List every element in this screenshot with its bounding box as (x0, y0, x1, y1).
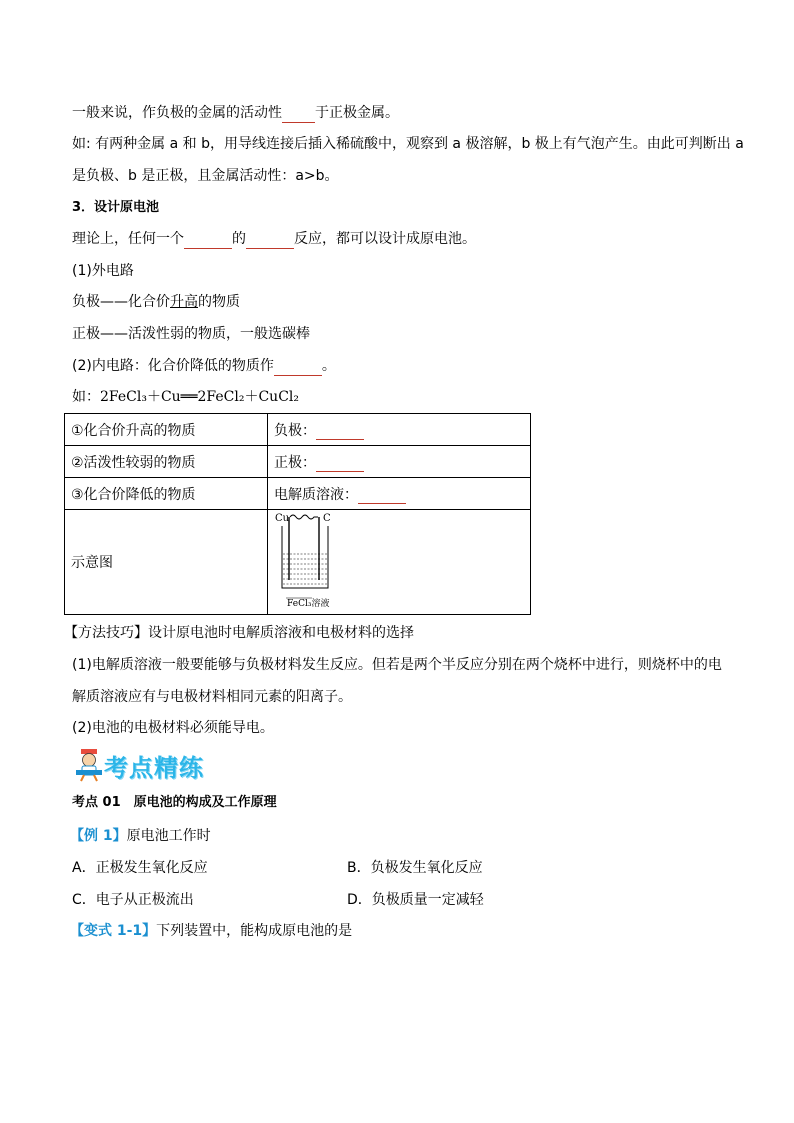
answer-blank[interactable] (282, 108, 315, 123)
method-tips-title: 【方法技巧】设计原电池时电解质溶液和电极材料的选择 (64, 625, 414, 641)
c-electrode-label: C (323, 513, 331, 524)
answer-blank[interactable] (316, 457, 364, 472)
section-3-heading: 3．设计原电池 (72, 200, 160, 215)
intro-paragraph-1: 一般来说，作负极的金属的活动性 于正极金属。 (72, 105, 399, 121)
student-icon (74, 748, 104, 782)
example-equation-line: 如：2FeCl₃＋Cu══2FeCl₂＋CuCl₂ (72, 389, 300, 405)
galvanic-cell-diagram (272, 510, 352, 610)
table-row: ③化合价降低的物质 电解质溶液： (65, 478, 531, 510)
example-1: 【例 1】原电池工作时 (70, 828, 211, 844)
theory-sentence: 理论上，任何一个 的 反应，都可以设计成原电池。 (72, 231, 476, 247)
answer-blank[interactable] (274, 361, 322, 376)
section-banner (74, 748, 204, 782)
method-paragraph-1-line-2: 解质溶液应有与电极材料相同元素的阳离子。 (72, 689, 352, 705)
method-paragraph-2: (2)电池的电极材料必须能导电。 (72, 720, 274, 736)
table-row: 示意图 Cu C FeCl₃溶液 (65, 510, 531, 615)
option-a[interactable]: A．正极发生氧化反应 (72, 860, 208, 876)
option-c[interactable]: C．电子从正极流出 (72, 892, 194, 908)
table-row: ②活泼性较弱的物质 正极： (65, 446, 531, 478)
table-row: ①化合价升高的物质 负极： (65, 414, 531, 446)
intro-paragraph-2-line-2: 是负极、b 是正极，且金属活动性：a>b。 (72, 168, 339, 184)
method-paragraph-1-line-1: (1)电解质溶液一般要能够与负极材料发生反应。但若是两个半反应分别在两个烧杯中进行，则烧杯中的电 (72, 657, 722, 673)
banner-title: 考点精练 (104, 753, 204, 782)
negative-electrode-line: 负极——化合价升高的物质 (72, 294, 240, 310)
intro-paragraph-2-line-1: 如: 有两种金属 a 和 b，用导线连接后插入稀硫酸中，观察到 a 极溶解，b 极上有气泡产生。由此可判断出 a (72, 136, 744, 152)
cu-electrode-label: Cu (275, 513, 290, 524)
variant-1-1: 【变式 1-1】下列装置中，能构成原电池的是 (70, 923, 353, 939)
answer-blank[interactable] (184, 234, 232, 249)
example-tag: 【例 1】 (70, 828, 127, 844)
design-table (64, 413, 531, 615)
option-b[interactable]: B．负极发生氧化反应 (347, 860, 483, 876)
wire (290, 515, 318, 519)
option-d[interactable]: D．负极质量一定减轻 (347, 892, 484, 908)
solution-label: FeCl₃溶液 (287, 599, 330, 609)
outer-circuit-heading: (1)外电路 (72, 263, 134, 279)
exam-point-title: 考点 01 原电池的构成及工作原理 (72, 795, 277, 810)
inner-circuit-line: (2)内电路：化合价降低的物质作 。 (72, 358, 336, 374)
variant-tag: 【变式 1-1】 (70, 923, 157, 939)
positive-electrode-line: 正极——活泼性弱的物质，一般选碳棒 (72, 326, 310, 342)
answer-blank[interactable] (316, 425, 364, 440)
chemical-equation: 2FeCl₃＋Cu══2FeCl₂＋CuCl₂ (100, 389, 300, 405)
answer-blank[interactable] (246, 234, 294, 249)
answer-blank[interactable] (358, 489, 406, 504)
